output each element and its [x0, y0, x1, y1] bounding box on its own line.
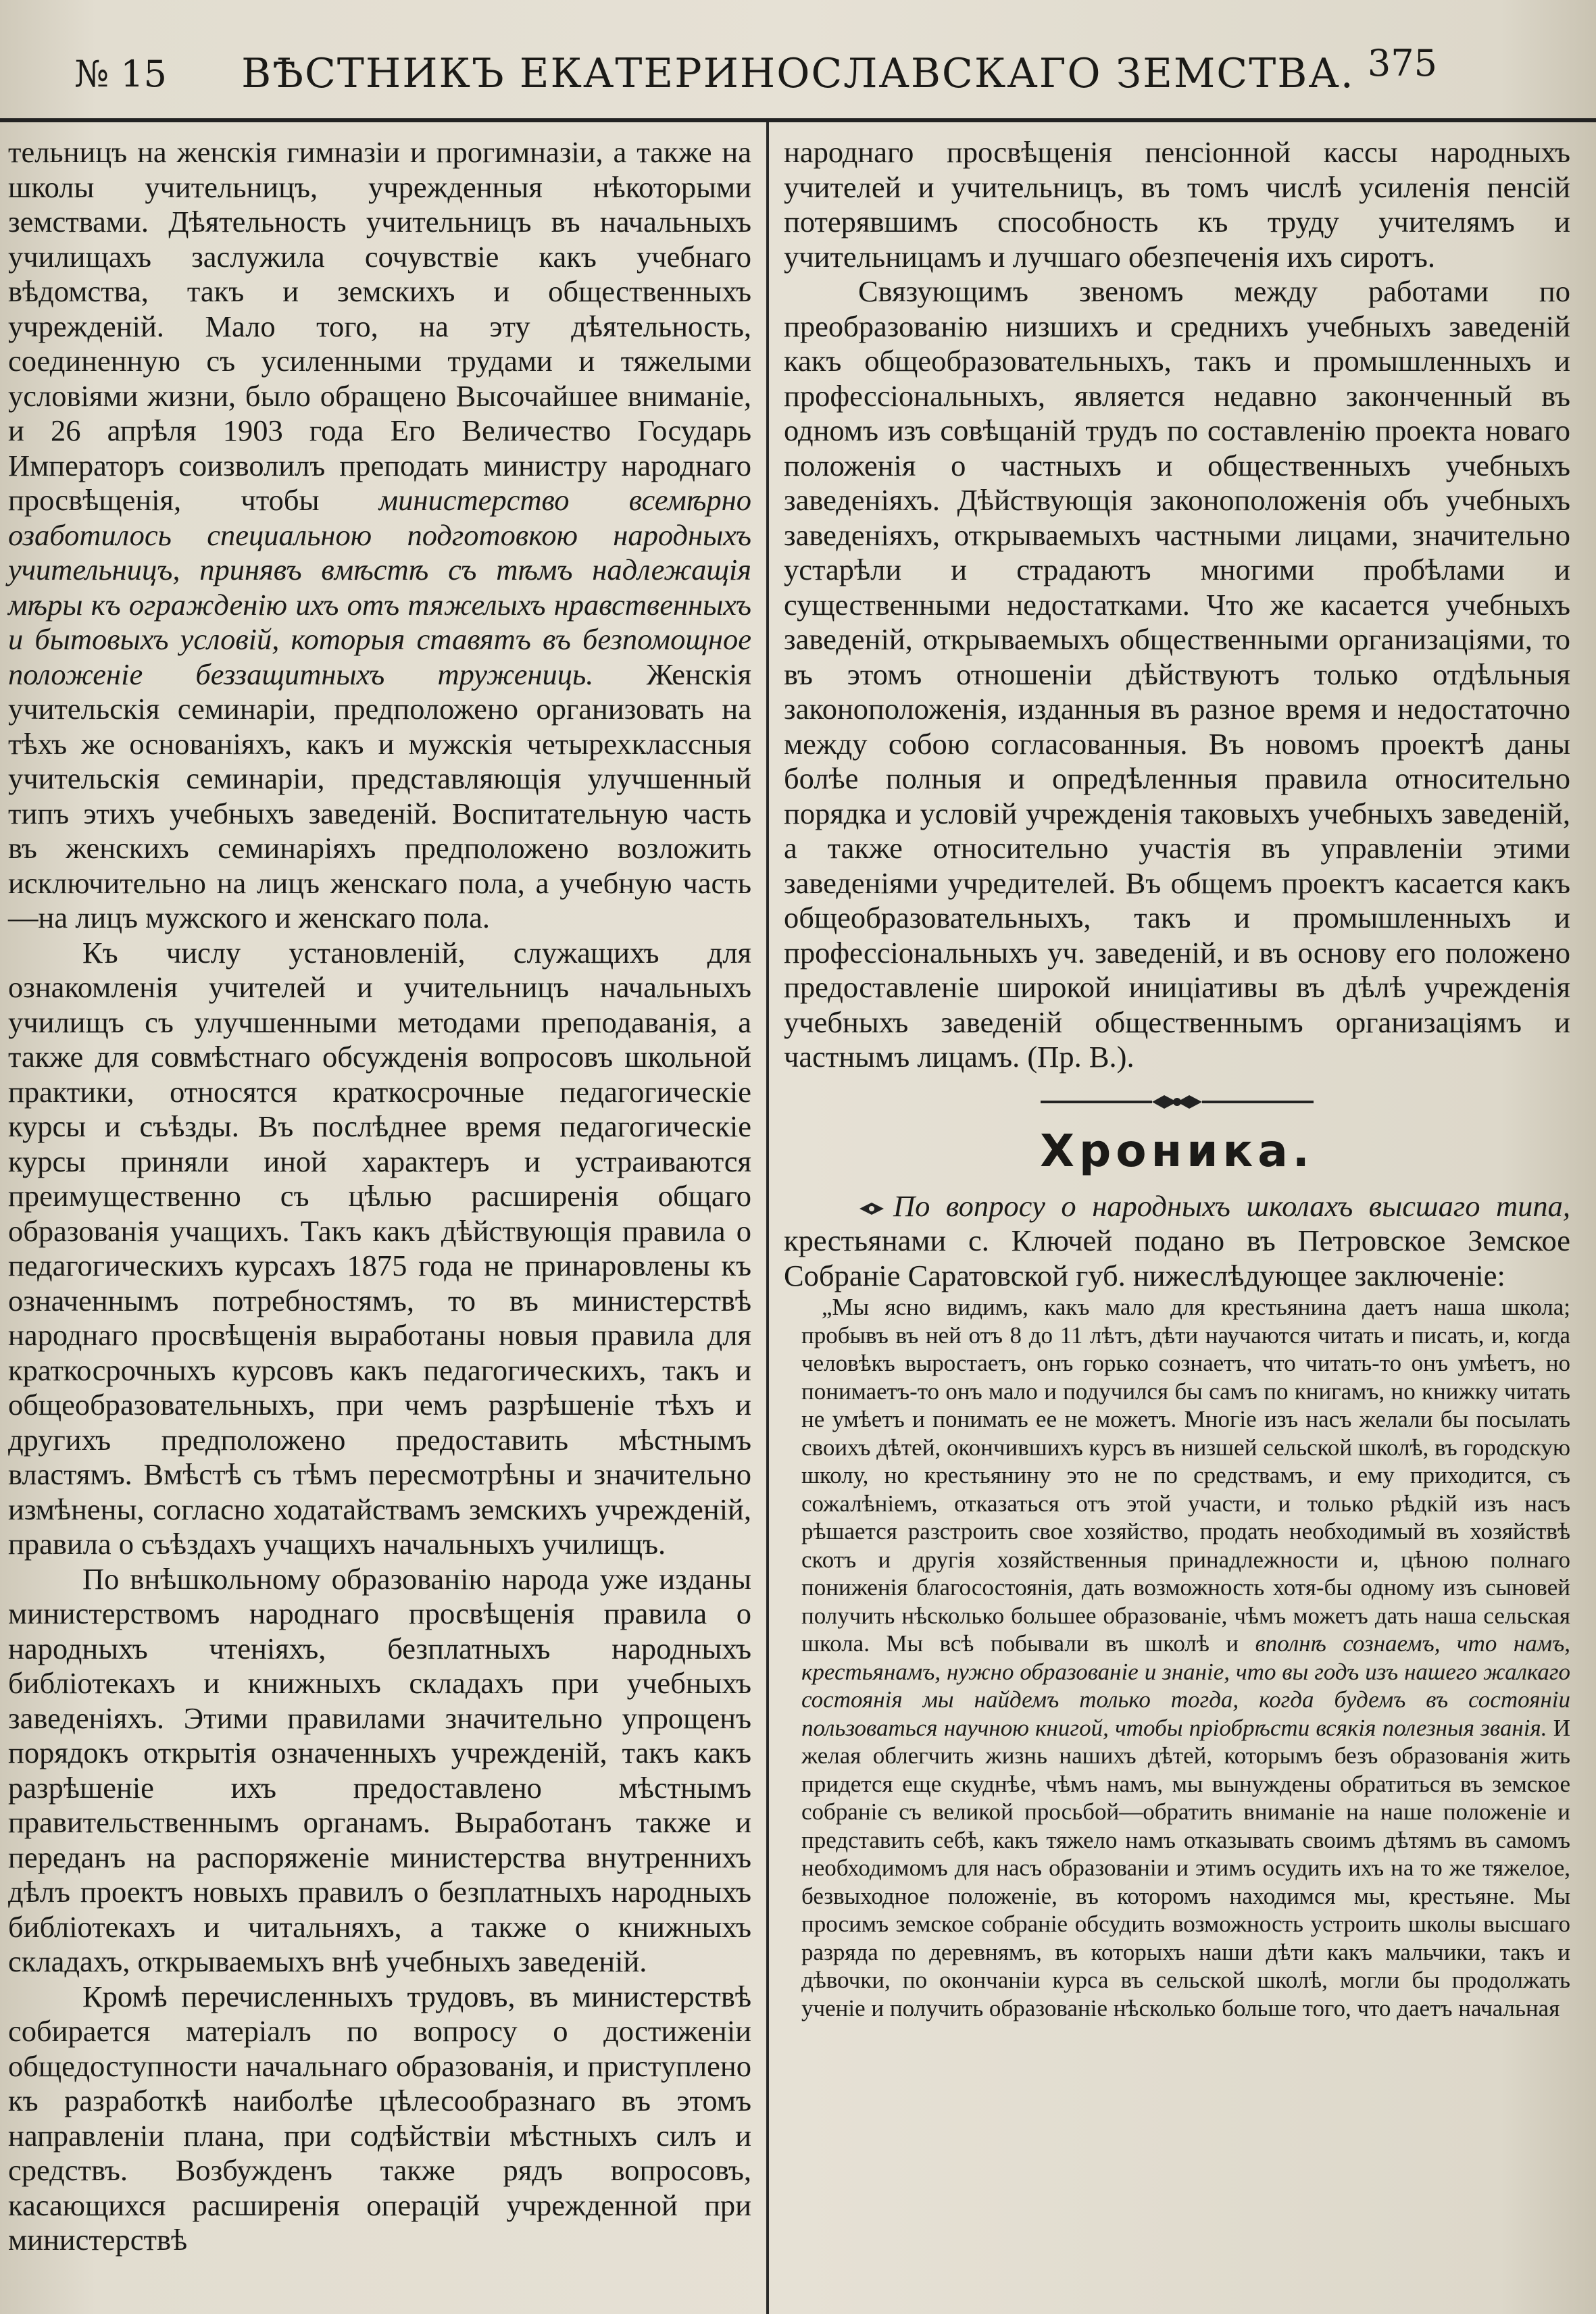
right-column — [784, 135, 1570, 2022]
italic-quote: министерство всемѣрно озаботилось специальною подготовкою народныхъ учительницъ, принявъ вмѣстѣ съ тѣмъ надлежащія мѣры къ огражденію ихъ отъ тяжелыхъ нравственныхъ и бытовыхъ условій, которыя ставятъ въ безпомощное положеніе беззащитныхъ тружениць. — [8, 483, 751, 691]
source-signature: (Пр. В.). — [1027, 1040, 1134, 1074]
journal-title: ВѢСТНИКЪ ЕКАТЕРИНОСЛАВСКАГО ЗЕМСТВА. — [241, 50, 1355, 97]
page-header — [0, 27, 1596, 108]
header-rule — [0, 118, 1596, 122]
section-title-chronicle: Хроника. — [1040, 1125, 1314, 1177]
paragraph: Кромѣ перечисленныхъ трудовъ, въ министерствѣ собирается матеріалъ по вопросу о достиженіи общедоступности начальнаго образованія, и приступлено къ разработкѣ наиболѣе цѣлесообразнаго въ этомъ направленіи плана, при содѣйствіи мѣстныхъ силъ и средствъ. Возбужденъ также рядъ вопросовъ, касающихся расширенія операцій учрежденной при министерствѣ — [8, 1979, 751, 2257]
paragraph: Связующимъ звеномъ между работами по преобразованію низшихъ и среднихъ учебныхъ заведеній какъ общеобразовательныхъ, такъ и промышленныхъ и профессіональныхъ, является недавно законченный въ одномъ изъ совѣщаній трудъ по составленію проекта новаго положенія о частныхъ и общественныхъ учебныхъ заведеніяхъ. Дѣйствующія законоположенія объ учебныхъ заведеніяхъ, открываемыхъ частными лицами, значительно устарѣли и страдаютъ многими пробѣлами и существенными недостатками. Что же касается учебныхъ заведеній, открываемыхъ общественными организаціями, то въ этомъ отношеніи дѣйствуютъ только отдѣльныя законоположенія, изданныя въ разное время и недостаточно между собою согласованныя. Въ новомъ проектѣ даны болѣе полныя и опредѣленныя правила относительно порядка и условій учрежденія таковыхъ учебныхъ заведеній, а также относительно участія въ управленіи этими заведеніями учредителей. Въ общемъ проектъ касается какъ общеобразовательныхъ, такъ и промышленныхъ и профессіональныхъ уч. заведеній, и въ основу его положено предоставленіе широкой иниціативы въ дѣлѣ учрежденія учебныхъ заведеній общественнымъ организаціямъ и частнымъ лицамъ. (Пр. В.). — [784, 274, 1570, 1074]
paragraph: По внѣшкольному образованію народа уже изданы министерствомъ народнаго просвѣщенія правила о народныхъ чтеніяхъ, безплатныхъ народныхъ библіотекахъ и книжныхъ складахъ при учебныхъ заведеніяхъ. Этими правилами значительно упрощенъ порядокъ открытія означенныхъ учрежденій, такъ какъ разрѣшеніе ихъ предоставлено мѣстнымъ правительственнымъ органамъ. Выработанъ также и переданъ на распоряженіе министерства внутреннихъ дѣлъ проектъ новыхъ правилъ о безплатныхъ народныхъ библіотекахъ и читальняхъ, а также о книжныхъ складахъ, открываемыхъ внѣ учебныхъ заведеній. — [8, 1561, 751, 1978]
ornament-bullet-icon — [858, 1201, 885, 1216]
column-divider — [766, 122, 769, 2314]
paragraph: тельницъ на женскія гимназіи и прогимназіи, а также на школы учительницъ, учрежденныя нѣкоторыми земствами. Дѣятельность учительницъ въ начальныхъ училищахъ заслужила сочувствіе какъ учебнаго вѣдомства, такъ и земскихъ и общественныхъ учрежденій. Мало того, на эту дѣятельность, соединенную съ усиленными трудами и тяжелыми условіями жизни, было обращено Высочайшее вниманіе, и 26 апрѣля 1903 года Его Величество Государь Императоръ соизволилъ преподать министру народнаго просвѣщенія, чтобы министерство всемѣрно озаботилось специальною подготовкою народныхъ учительницъ, принявъ вмѣстѣ съ тѣмъ надлежащія мѣры къ огражденію ихъ отъ тяжелыхъ нравственныхъ и бытовыхъ условій, которыя ставятъ въ безпомощное положеніе беззащитныхъ тружениць. Женскія учительскія семинаріи, предположено организовать на тѣхъ же основаніяхъ, какъ и мужскія четырехклассныя учительскія семинаріи, представляющія улучшенный типъ этихъ учебныхъ заведеній. Воспитательную часть въ женскихъ семинаріяхъ предположено возложить исключительно на лицъ женскаго пола, а учебную часть—на лицъ мужского и женскаго пола. — [8, 135, 751, 934]
paragraph: народнаго просвѣщенія пенсіонной кассы народныхъ учителей и учительницъ, въ томъ числѣ усиленія пенсій потерявшимъ способность къ труду учителямъ и учительницамъ и лучшаго обезпеченія ихъ сиротъ. — [784, 135, 1570, 274]
page-number: 375 — [1367, 42, 1437, 84]
italic-quote: вполнѣ сознаемъ, что намъ, крестьянамъ, нужно образованіе и знаніе, что вы годъ изъ нашего жалкаго состоянія мы найдемъ только тогда, когда будемъ въ состояніи пользоваться научною книгой, чтобы пріобрѣсти всякія полезныя званія. — [801, 1630, 1570, 1741]
left-column — [8, 135, 751, 2258]
chronicle-lead: По вопросу о народныхъ школахъ высшаго типа, крестьянами с. Ключей подано въ Петровское Земское Собраніе Саратовской губ. нижеслѣдующее заключеніе: — [784, 1188, 1570, 1292]
quoted-text: „Мы ясно видимъ, какъ мало для крестьянина даетъ наша школа; пробывъ въ ней отъ 8 до 11 лѣтъ, дѣти научаются читать и писать, и, когда человѣкъ выростаетъ, онъ горько сознаетъ, что читать-то онъ умѣетъ, но понимаетъ-то онъ мало и подучился бы самъ по книгамъ, но книжку читать не умѣетъ и понимать ее не можетъ. Многіе изъ насъ желали бы посылать своихъ дѣтей, окончившихъ курсъ въ низшей сельской школѣ, въ городскую школу, но крестьянину это не по средствамъ, и ему приходится, съ сожалѣніемъ, отказаться отъ этой участи, и только рѣдкій изъ насъ рѣшается разстроить свое хозяйство, продать необходимый въ хозяйствѣ скотъ и другія хозяйственныя принадлежности и, цѣною полнаго пониженія благосостоянія, дать возможность хотя-бы одному изъ сыновей получить нѣсколько большее образованіе, чѣмъ можетъ дать наша сельская школа. Мы всѣ побывали въ школѣ и вполнѣ сознаемъ, что намъ, крестьянамъ, нужно образованіе и знаніе, что вы годъ изъ нашего жалкаго состоянія мы найдемъ только тогда, когда будемъ въ состояніи пользоваться научною книгой, чтобы пріобрѣсти всякія полезныя званія. И желая облегчить жизнь нашихъ дѣтей, которымъ безъ образованія жить придется еще скуднѣе, чѣмъ намъ, мы вынуждены обратиться въ земское собраніе съ великой просьбой—обратить вниманіе на наше положеніе и представить себѣ, какъ тяжело намъ отказывать своимъ дѣтямъ въ самомъ необходимомъ для насъ образованіи и этимъ осудить ихъ на то же тяжелое, безвыходное положеніе, въ которомъ находимся мы, крестьяне. Мы просимъ земское собраніе обсудить возможность устроить школы высшаго разряда по деревнямъ, въ которыхъ наши дѣти какъ мальчики, такъ и дѣвочки, по окончаніи курса въ сельской школѣ, могли бы продолжать ученіе и получить образованіе нѣсколько больше того, что даетъ начальная — [801, 1294, 1570, 2021]
section-ornament — [784, 1090, 1570, 1114]
peasants-statement — [801, 1293, 1570, 2022]
issue-number: № 15 — [74, 53, 167, 95]
paragraph: Къ числу установленій, служащихъ для ознакомленія учителей и учительницъ начальныхъ училищъ съ улучшенными методами преподаванія, а также для совмѣстнаго обсужденія вопросовъ школьной практики, относятся краткосрочные педагогическіе курсы и съѣзды. Въ послѣднее время педагогическіе курсы приняли иной характеръ и устраиваются преимущественно съ цѣлью расширенія общаго образованія учащихъ. Такъ какъ дѣйствующія правила о педагогическихъ курсахъ 1875 года не принаровлены къ означеннымъ потребностямъ, то въ министерствѣ народнаго просвѣщенія выработаны новыя правила для краткосрочныхъ курсовъ какъ педагогическихъ, такъ и общеобразовательныхъ, при чемъ разрѣшеніе тѣхъ и другихъ предположено предоставить мѣстнымъ властямъ. Вмѣстѣ съ тѣмъ пересмотрѣны и значительно измѣнены, согласно ходатайствамъ земскихъ учрежденій, правила о съѣздахъ учащихъ начальныхъ училищъ. — [8, 935, 751, 1561]
